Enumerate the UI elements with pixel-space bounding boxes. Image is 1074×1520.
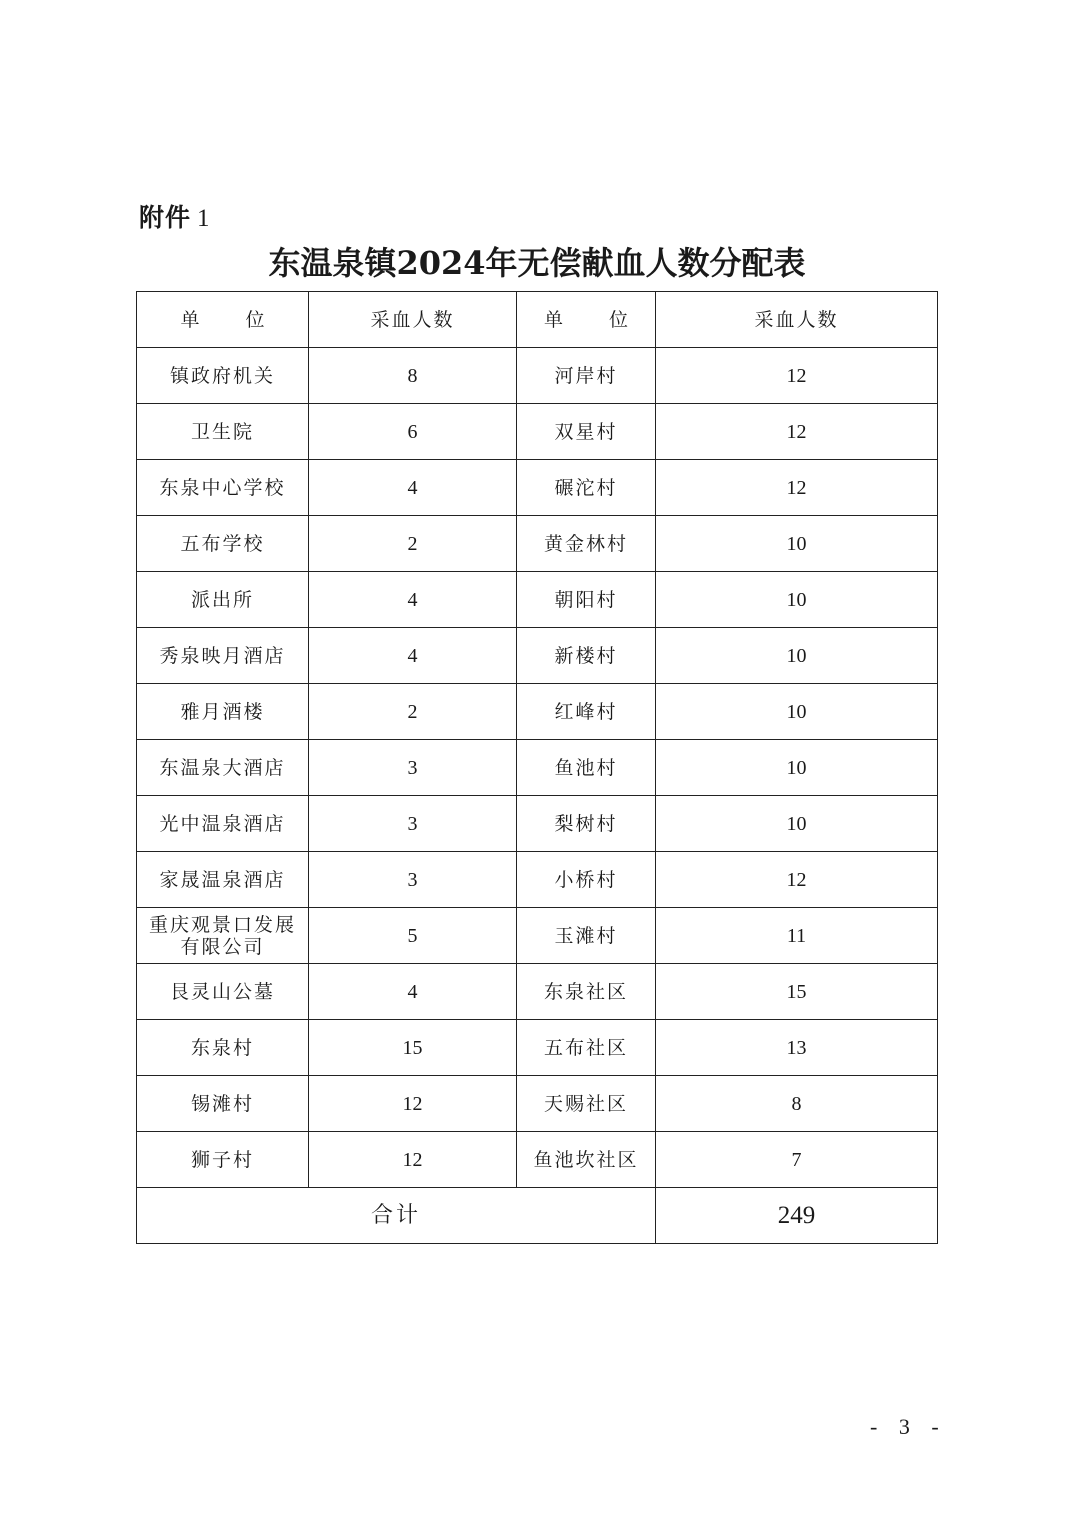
unit-cell: 派出所	[137, 572, 309, 628]
table-header-row	[137, 292, 938, 348]
count-cell: 10	[656, 572, 938, 628]
table-row	[137, 1020, 938, 1076]
unit-cell: 五布社区	[517, 1020, 656, 1076]
unit-cell: 锡滩村	[137, 1076, 309, 1132]
unit-cell: 红峰村	[517, 684, 656, 740]
table-row	[137, 572, 938, 628]
count-cell: 3	[309, 852, 517, 908]
unit-cell: 梨树村	[517, 796, 656, 852]
table-row	[137, 796, 938, 852]
table-row	[137, 348, 938, 404]
unit-cell: 东泉村	[137, 1020, 309, 1076]
count-cell: 15	[309, 1020, 517, 1076]
table-body	[137, 348, 938, 1188]
table-row	[137, 852, 938, 908]
count-cell: 12	[309, 1132, 517, 1188]
unit-cell: 东泉社区	[517, 964, 656, 1020]
count-cell: 4	[309, 628, 517, 684]
count-cell: 4	[309, 572, 517, 628]
count-cell: 6	[309, 404, 517, 460]
table-row	[137, 1132, 938, 1188]
unit-cell: 家晟温泉酒店	[137, 852, 309, 908]
column-header-count: 采血人数	[656, 292, 938, 348]
count-cell: 12	[656, 460, 938, 516]
total-row	[137, 1188, 938, 1244]
column-header-count: 采血人数	[309, 292, 517, 348]
total-label: 合计	[137, 1188, 656, 1244]
page-number: - 3 -	[870, 1414, 947, 1439]
count-cell: 4	[309, 460, 517, 516]
count-cell: 2	[309, 516, 517, 572]
attachment-text: 附件	[139, 203, 192, 232]
count-cell: 8	[309, 348, 517, 404]
table-row	[137, 1076, 938, 1132]
unit-cell: 东温泉大酒店	[137, 740, 309, 796]
table-row	[137, 964, 938, 1020]
page-title: 东温泉镇2024年无偿献血人数分配表	[268, 244, 806, 282]
count-cell: 10	[656, 740, 938, 796]
count-cell: 10	[656, 628, 938, 684]
count-cell: 2	[309, 684, 517, 740]
unit-cell: 秀泉映月酒店	[137, 628, 309, 684]
attachment-label	[139, 198, 211, 234]
unit-cell: 鱼池村	[517, 740, 656, 796]
count-cell: 12	[309, 1076, 517, 1132]
unit-cell: 朝阳村	[517, 572, 656, 628]
table-row	[137, 516, 938, 572]
table-row	[137, 740, 938, 796]
table-row	[137, 908, 938, 964]
total-value: 249	[656, 1188, 938, 1244]
unit-cell: 五布学校	[137, 516, 309, 572]
count-cell: 11	[656, 908, 938, 964]
unit-cell: 玉滩村	[517, 908, 656, 964]
count-cell: 3	[309, 740, 517, 796]
count-cell: 10	[656, 516, 938, 572]
unit-cell: 光中温泉酒店	[137, 796, 309, 852]
count-cell: 3	[309, 796, 517, 852]
column-header-unit: 单 位	[517, 292, 656, 348]
unit-cell: 河岸村	[517, 348, 656, 404]
unit-line: 有限公司	[180, 935, 265, 958]
unit-line: 重庆观景口发展	[148, 913, 296, 936]
count-cell: 10	[656, 684, 938, 740]
count-cell: 4	[309, 964, 517, 1020]
count-cell: 5	[309, 908, 517, 964]
allocation-table	[136, 291, 938, 1244]
unit-cell: 镇政府机关	[137, 348, 309, 404]
unit-cell: 碾沱村	[517, 460, 656, 516]
column-header-unit: 单 位	[137, 292, 309, 348]
count-cell: 12	[656, 852, 938, 908]
count-cell: 7	[656, 1132, 938, 1188]
count-cell: 10	[656, 796, 938, 852]
count-cell: 12	[656, 404, 938, 460]
unit-cell: 东泉中心学校	[137, 460, 309, 516]
unit-cell: 黄金林村	[517, 516, 656, 572]
count-cell: 13	[656, 1020, 938, 1076]
count-cell: 12	[656, 348, 938, 404]
unit-cell: 雅月酒楼	[137, 684, 309, 740]
unit-cell: 双星村	[517, 404, 656, 460]
count-cell: 15	[656, 964, 938, 1020]
unit-cell: 艮灵山公墓	[137, 964, 309, 1020]
unit-cell: 小桥村	[517, 852, 656, 908]
unit-cell: 卫生院	[137, 404, 309, 460]
unit-cell: 新楼村	[517, 628, 656, 684]
attachment-number: 1	[197, 205, 211, 232]
unit-cell: 狮子村	[137, 1132, 309, 1188]
table-row	[137, 628, 938, 684]
unit-cell: 鱼池坎社区	[517, 1132, 656, 1188]
table-row	[137, 684, 938, 740]
unit-cell	[137, 908, 309, 964]
table-row	[137, 460, 938, 516]
unit-cell: 天赐社区	[517, 1076, 656, 1132]
table-row	[137, 404, 938, 460]
count-cell: 8	[656, 1076, 938, 1132]
